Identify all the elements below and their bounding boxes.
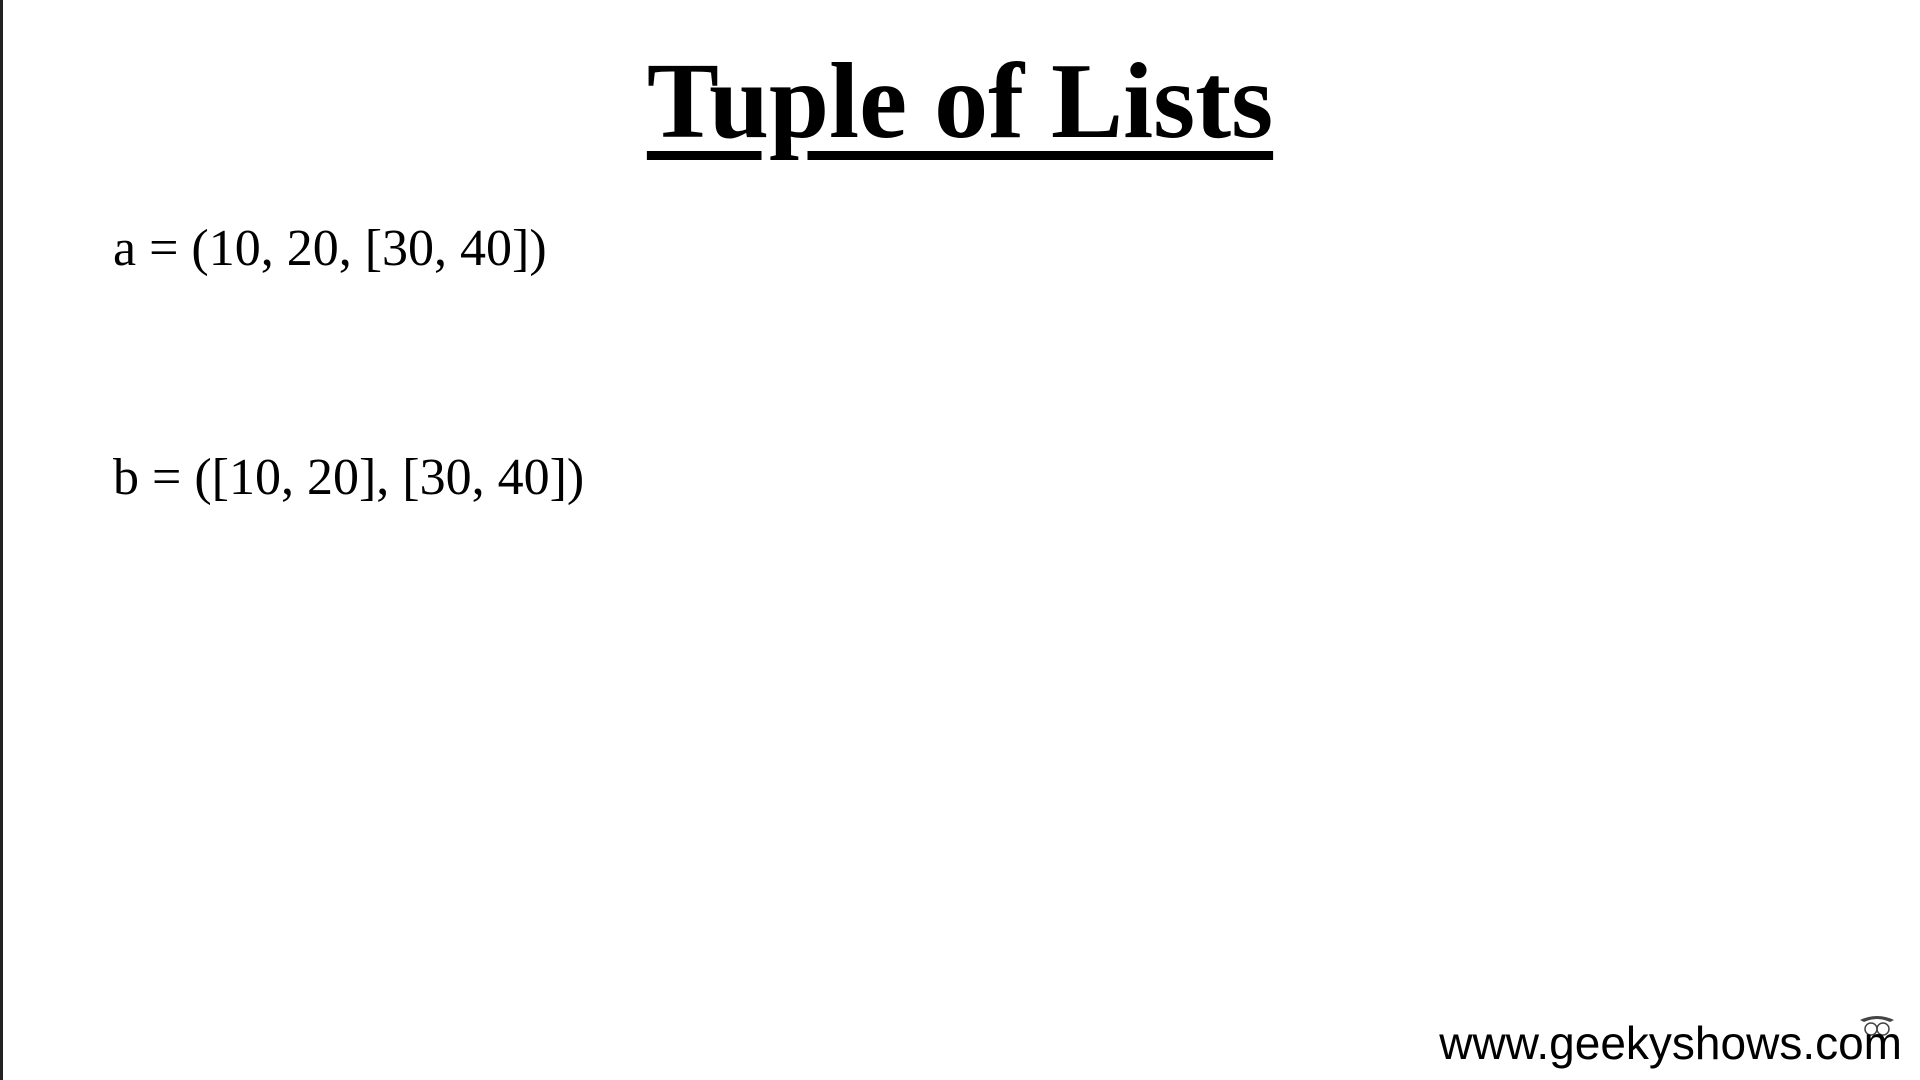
code-line-b: b = ([10, 20], [30, 40]) xyxy=(113,449,585,506)
code-line-a: a = (10, 20, [30, 40]) xyxy=(113,220,547,277)
footer-url: www.geekyshows.com xyxy=(1439,1017,1902,1069)
slide-title xyxy=(0,40,1920,164)
slide-title-text: Tuple of Lists xyxy=(646,42,1274,161)
